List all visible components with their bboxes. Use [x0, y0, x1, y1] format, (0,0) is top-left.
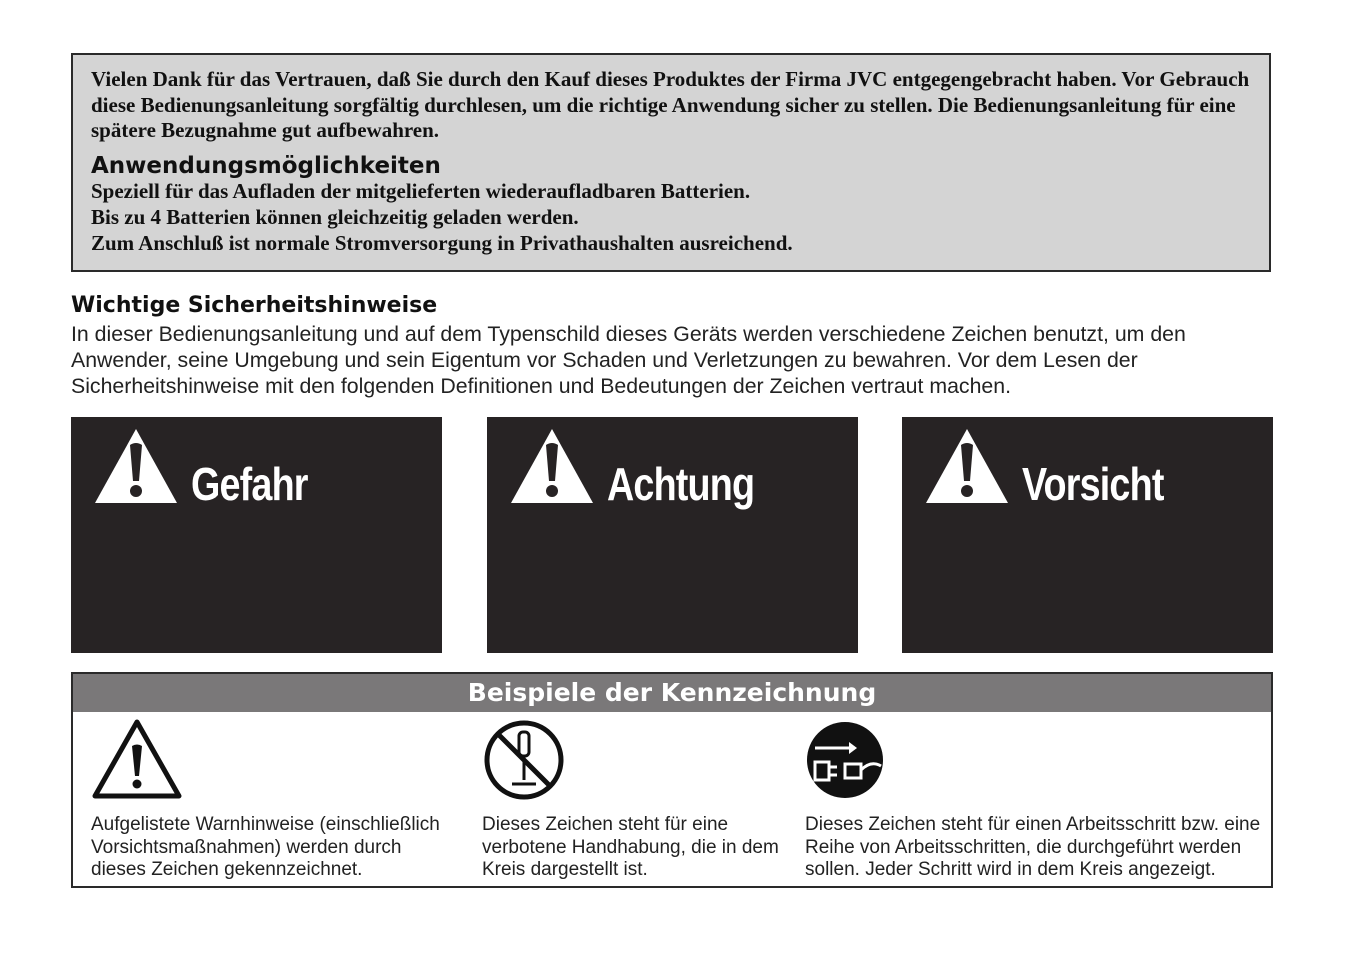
warning-triangle-icon — [509, 427, 595, 507]
warning-title: Vorsicht — [1022, 458, 1164, 510]
warning-triangle-icon — [93, 427, 179, 507]
list-item: Speziell für das Aufladen der mitgelieferten wiederaufladbaren Batterien. — [91, 178, 751, 203]
warning-title: Achtung — [607, 458, 755, 510]
example-caption: Dieses Zeichen steht für einen Arbeitsschritt bzw. eine Reihe von Arbeitsschritten, die durchgeführt werden sollen. Jeder Schritt wird in dem Kreis angezeigt. — [805, 814, 1261, 880]
warning-box-vorsicht — [902, 417, 1273, 653]
warning-title: Gefahr — [191, 458, 308, 510]
example-caption: Aufgelistete Warnhinweise (einschließlich Vorsichtsmaßnahmen) werden durch dieses Zeichen gekennzeichnet. — [91, 814, 440, 880]
examples-header: Beispiele der Kennzeichnung — [73, 674, 1271, 712]
no-disassembly-icon — [482, 718, 566, 802]
warning-box-achtung — [487, 417, 858, 653]
intro-text: Vielen Dank für das Vertrauen, daß Sie durch den Kauf dieses Produktes der Firma JVC entgegengebracht haben. Vor Gebrauch diese Bedienungsanleitung sorgfältig durchlesen, um die richtige Anwendung sicher zu stellen. Die Bedienungsanleitung für eine spätere Bezugnahme gut aufbewahren. — [91, 67, 1250, 142]
unplug-icon — [805, 720, 885, 800]
warning-box-gefahr — [71, 417, 442, 653]
uses-heading: Anwendungsmöglichkeiten — [91, 152, 441, 179]
example-caption: Dieses Zeichen steht für eine verbotene Handhabung, die in dem Kreis dargestellt ist. — [482, 814, 779, 880]
intro-box — [71, 53, 1271, 272]
safety-text: In dieser Bedienungsanleitung und auf dem Typenschild dieses Geräts werden verschiedene Zeichen benutzt, um den Anwender, seine Umgebung und sein Eigentum vor Schaden und Verletzungen zu bewahren. Vor dem Lesen der Sicherheitshinweise mit den folgenden Definitionen und Bedeutungen der Zeichen vertraut machen. — [71, 322, 1186, 398]
list-item: Zum Anschluß ist normale Stromversorgung in Privathaushalten ausreichend. — [91, 230, 793, 255]
examples-box — [71, 672, 1273, 888]
warning-triangle-icon — [924, 427, 1010, 507]
uses-list — [91, 178, 1251, 256]
list-item: Bis zu 4 Batterien können gleichzeitig geladen werden. — [91, 204, 579, 229]
warning-triangle-icon — [91, 718, 183, 800]
safety-heading: Wichtige Sicherheitshinweise — [71, 293, 438, 318]
